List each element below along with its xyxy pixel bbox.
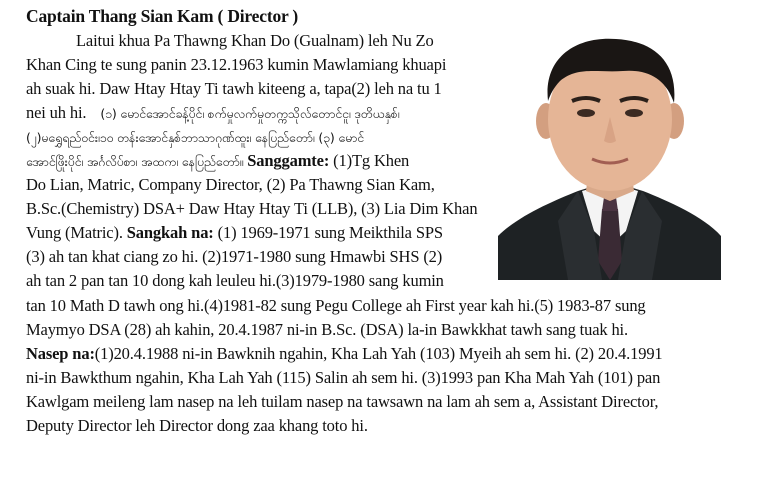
paragraph-line [26,342,726,366]
portrait-photo [498,31,721,280]
paragraph-line: Laitui khua Pa Thawng Khan Do (Gualnam) leh Nu Zo [76,31,434,50]
profile-title: Captain Thang Sian Kam ( Director ) [26,6,299,26]
paragraph-line: (3) ah tan khat ciang zo hi. (2)1971-1980 sung Hmawbi SHS (2) [26,247,443,266]
myanmar-text: (၁) မောင်အောင်ခန့်ပိုင်၊ စက်မှုလက်မှုတက္ကသိုလ်တောင်ငူ၊ ဒုတိယနှစ်၊ [100,106,400,121]
paragraph-text: (1) 1969-1971 sung Meikthila SPS [217,223,443,242]
paragraph-line: ni-in Bawkthum ngahin, Kha Lah Yah (115) Salin ah sem hi. (3)1993 pan Kha Mah Yah (101) pan [26,368,661,387]
paragraph-line [26,149,482,174]
paragraph-line: ah tan 2 pan tan 10 dong kah leuleu hi.(3)1979-1980 sang kumin [26,271,444,290]
paragraph-text: (1)Tg Khen [333,151,410,170]
paragraph-line: Khan Cing te sung panin 23.12.1963 kumin Mawlamiang khuapi [26,55,447,74]
paragraph-text: nei uh hi. [26,103,87,122]
paragraph-line: B.Sc.(Chemistry) DSA+ Daw Htay Htay Ti (LLB), (3) Lia Dim Khan [26,199,478,218]
paragraph-line: ah suak hi. Daw Htay Htay Ti tawh kiteeng a, tapa(2) leh na tu 1 [26,79,442,98]
paragraph-line: Kawlgam meileng lam nasep na leh tuilam nasep na tawsawn na lam ah sem a, Assistant Director, [26,392,659,411]
paragraph-line: tan 10 Math D tawh ong hi.(4)1981-82 sung Pegu College ah First year kah hi.(5) 1983-87 sung [26,296,646,315]
portrait-image [498,31,721,280]
paragraph-line: Maymyo DSA (28) ah kahin, 20.4.1987 ni-in B.Sc. (DSA) la-in Bawkkhat tawh sang tuak hi. [26,320,628,339]
paragraph-text: (1)20.4.1988 ni-in Bawknih ngahin, Kha Lah Yah (103) Myeih ah sem hi. (2) 20.4.1991 [94,344,663,363]
paragraph-line: Deputy Director leh Director dong zaa khang toto hi. [26,416,368,435]
section-heading: Sangkah na: [126,223,214,242]
myanmar-text: အောင်ဖြိုးပိုင်၊ အင်္ဂလိပ်စာ၊ အထက၊ နေပြည်တော်။ [26,154,244,169]
paragraph-line [26,221,482,245]
paragraph-text: Vung (Matric). [26,223,123,242]
myanmar-text: (၂)မရွှေရည်ဝင်း၊၁၀ တန်းအောင်နှစ်ဘာသာဂုဏ်ထူး၊ နေပြည်တော်၊ (၃) မောင် [26,130,364,145]
section-heading: Nasep na: [26,344,95,363]
paragraph-line [26,125,482,150]
paragraph-line: Do Lian, Matric, Company Director, (2) Pa Thawng Sian Kam, [26,175,435,194]
section-heading: Sanggamte: [247,151,330,170]
paragraph-line [26,101,482,126]
